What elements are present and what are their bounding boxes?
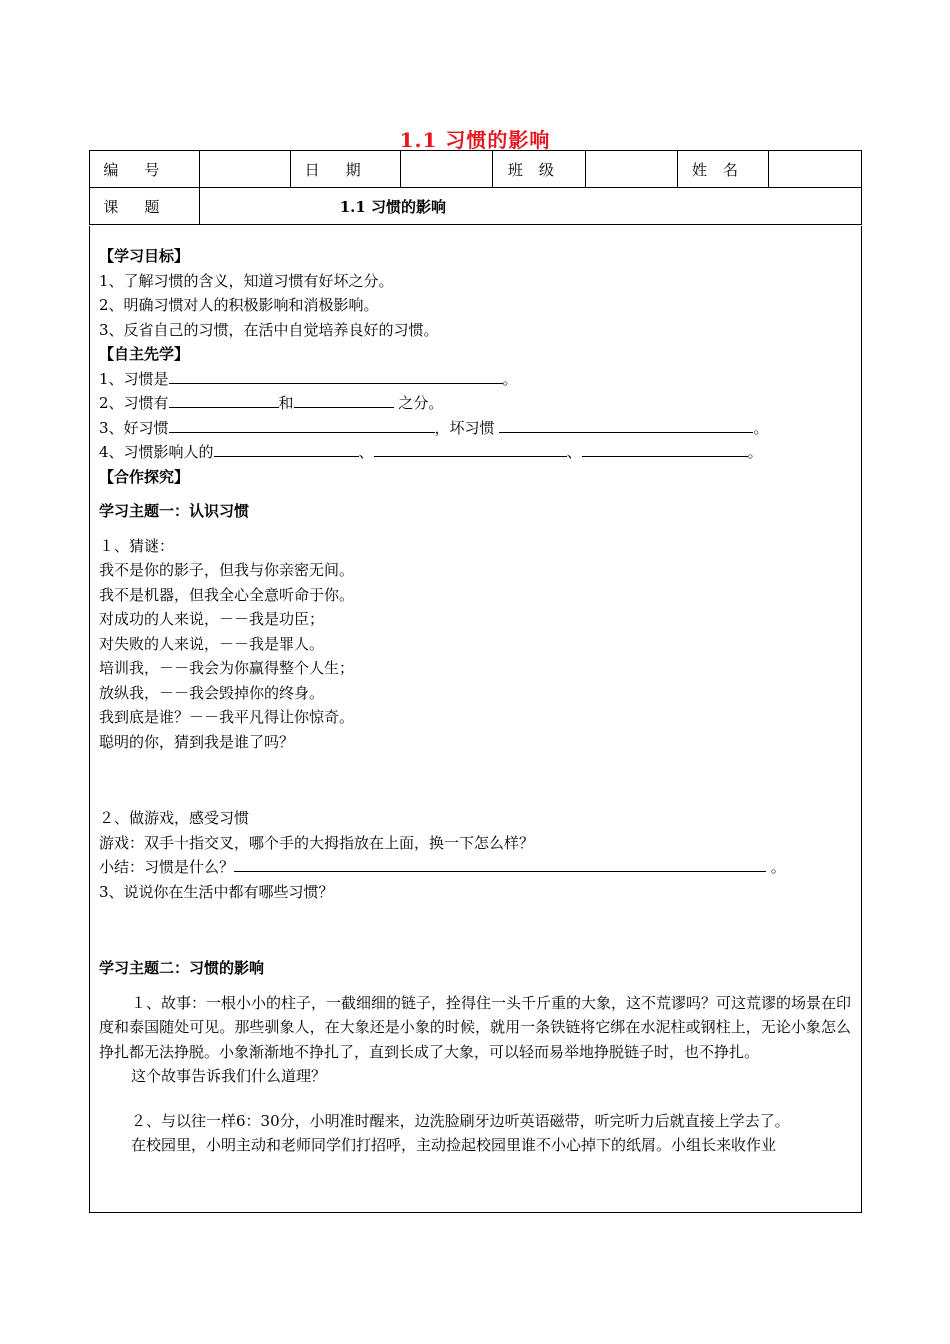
goal-item: 1、了解习惯的含义，知道习惯有好坏之分。 <box>99 271 394 290</box>
summary-line: 小结：习惯是什么？ 。 <box>99 855 851 880</box>
story2-paragraph: ２、与以往一样6：30分，小明准时醒来，边洗脸刷牙边听英语磁带，听完听力后就直接上学去了。 <box>131 1111 790 1130</box>
answer-blank[interactable] <box>169 416 435 433</box>
content-box <box>89 226 862 1213</box>
answer-blank[interactable] <box>499 416 753 433</box>
header-info-row <box>90 151 862 188</box>
header-topic-row <box>90 188 862 225</box>
topic2-title: 学习主题二：习惯的影响 <box>99 959 265 977</box>
riddle-line: 对失败的人来说，－－我是罪人。 <box>99 634 325 653</box>
riddle-line: 对成功的人来说，－－我是功臣； <box>99 610 325 628</box>
self-study-q2: 2、习惯有 和 之分。 <box>99 391 851 416</box>
story1-paragraph: １、故事：一根小小的柱子，一截细细的链子，拴得住一头千斤重的大象，这不荒谬吗？可这荒谬的场景在印度和泰国随处可见。那些驯象人，在大象还是小象的时候，就用一条铁链将它绑在水泥柱或钢柱上，无论小象怎么挣扎都无法挣脱。小象渐渐地不挣扎了，直到长成了大象，可以轻而易举地挣脱链子时，也不挣扎。 <box>99 993 852 1061</box>
riddle-line: 培训我，－－我会为你赢得整个人生； <box>99 659 355 677</box>
story2-continuation: 在校园里，小明主动和老师同学们打招呼，主动捡起校园里谁不小心掉下的纸屑。小组长来收作业 <box>131 1136 777 1154</box>
story1-question: 这个故事告诉我们什么道理？ <box>131 1067 327 1085</box>
riddle-line: 我到底是谁？－－我平凡得让你惊奇。 <box>99 708 355 726</box>
class-label: 班级 <box>492 151 586 188</box>
name-value[interactable] <box>769 151 862 188</box>
topic1-title: 学习主题一：认识习惯 <box>99 502 250 520</box>
date-value[interactable] <box>400 151 492 188</box>
answer-blank[interactable] <box>582 440 748 457</box>
game-text: 游戏：双手十指交叉，哪个手的大拇指放在上面，换一下怎么样？ <box>99 833 535 852</box>
riddle-line: 我不是你的影子，但我与你亲密无间。 <box>99 561 355 579</box>
goal-item: 2、明确习惯对人的积极影响和消极影响。 <box>99 296 379 314</box>
date-label: 日期 <box>291 151 401 188</box>
self-study-q4: 4、习惯影响人的 、 、 。 <box>99 440 851 465</box>
answer-blank[interactable] <box>169 367 503 384</box>
header-table <box>89 150 862 225</box>
topic-value: 1.1 习惯的影响 <box>199 188 861 225</box>
game-label: ２、做游戏，感受习惯 <box>99 809 250 827</box>
number-label: 编号 <box>90 151 200 188</box>
class-value[interactable] <box>586 151 678 188</box>
riddle-line: 聪明的你，猜到我是谁了吗？ <box>99 732 295 751</box>
answer-blank[interactable] <box>214 440 359 457</box>
document-title: 1.1 习惯的影响 <box>399 128 551 152</box>
habits-question: 3、说说你在生活中都有哪些习惯？ <box>99 882 334 901</box>
riddle-label: １、猜谜： <box>99 536 175 555</box>
riddle-line: 我不是机器，但我全心全意听命于你。 <box>99 585 355 604</box>
answer-blank[interactable] <box>294 391 394 408</box>
self-study-q1: 1、习惯是 。 <box>99 367 851 392</box>
answer-blank[interactable] <box>234 855 766 872</box>
goals-heading: 【学习目标】 <box>99 247 190 265</box>
answer-blank[interactable] <box>374 440 567 457</box>
coop-heading: 【合作探究】 <box>99 467 190 486</box>
name-label: 姓名 <box>677 151 769 188</box>
self-study-q3: 3、好习惯 ，坏习惯 。 <box>99 416 851 441</box>
riddle-line: 放纵我，－－我会毁掉你的终身。 <box>99 683 325 702</box>
goal-item: 3、反省自己的习惯，在活中自觉培养良好的习惯。 <box>99 320 439 339</box>
topic-label: 课题 <box>90 188 200 225</box>
answer-blank[interactable] <box>169 391 279 408</box>
self-study-heading: 【自主先学】 <box>99 345 190 363</box>
number-value[interactable] <box>199 151 291 188</box>
